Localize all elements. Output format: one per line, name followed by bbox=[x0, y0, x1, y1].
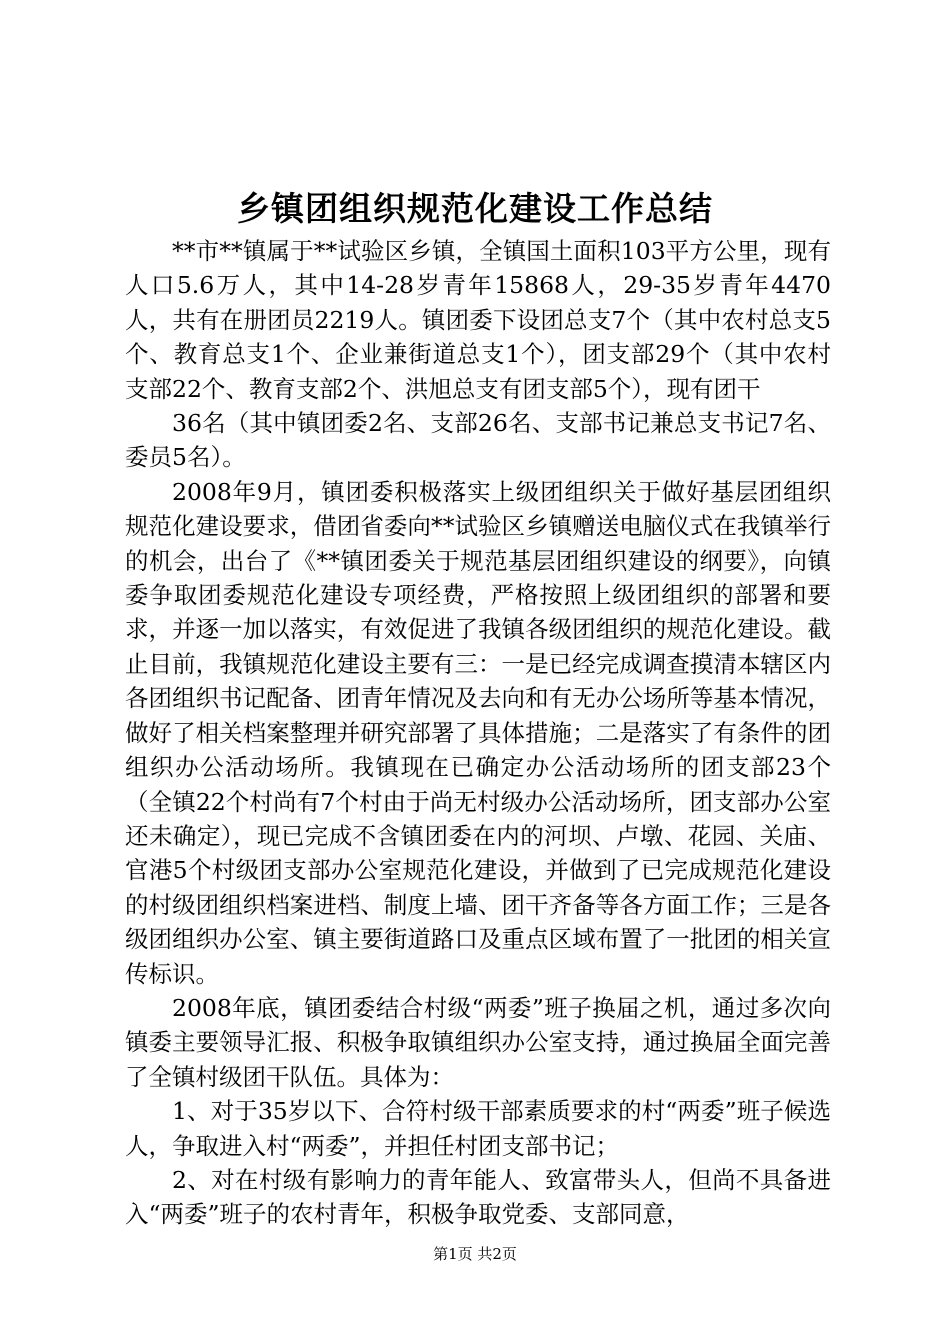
body-paragraph: **市**镇属于**试验区乡镇，全镇国土面积103平方公里，现有人口5.6万人，其中14-28岁青年15868人，29-35岁青年4470人，共有在册团员2219人。镇团委下设团总支7个（其中农村总支5个、教育总支1个、企业兼街道总支1个），团支部29个（其中农村支部22个、教育支部2个、洪旭总支有团支部5个），现有团干 bbox=[125, 237, 831, 403]
page-footer: 第1页 共2页 bbox=[433, 1245, 517, 1263]
document-body bbox=[125, 234, 831, 1232]
body-paragraph: 2、对在村级有影响力的青年能人、致富带头人，但尚不具备进入“两委”班子的农村青年，积极争取党委、支部同意， bbox=[125, 1165, 831, 1229]
document-title: 乡镇团组织规范化建设工作总结 bbox=[237, 189, 713, 228]
body-paragraph: 2008年9月，镇团委积极落实上级团组织关于做好基层团组织规范化建设要求，借团省委向**试验区乡镇赠送电脑仪式在我镇举行的机会，出台了《**镇团委关于规范基层团组织建设的纲要》，向镇委争取团委规范化建设专项经费，严格按照上级团组织的部署和要求，并逐一加以落实，有效促进了我镇各级团组织的规范化建设。截止目前，我镇规范化建设主要有三：一是已经完成调查摸清本辖区内各团组织书记配备、团青年情况及去向和有无办公场所等基本情况，做好了相关档案整理并研究部署了具体措施；二是落实了有条件的团组织办公活动场所。我镇现在已确定办公活动场所的团支部23个（全镇22个村尚有7个村由于尚无村级办公活动场所，团支部办公室还未确定），现已完成不含镇团委在内的河坝、卢墩、花园、关庙、官港5个村级团支部办公室规范化建设，并做到了已完成规范化建设的村级团组织档案进档、制度上墙、团干齐备等各方面工作；三是各级团组织办公室、镇主要街道路口及重点区域布置了一批团的相关宣传标识。 bbox=[125, 477, 831, 988]
body-paragraph: 36名（其中镇团委2名、支部26名、支部书记兼总支书记7名、委员5名）。 bbox=[125, 409, 831, 472]
body-paragraph: 2008年底，镇团委结合村级“两委”班子换届之机，通过多次向镇委主要领导汇报、积极争取镇组织办公室支持，通过换届全面完善了全镇村级团干队伍。具体为： bbox=[125, 993, 831, 1091]
body-paragraph: 1、对于35岁以下、合符村级干部素质要求的村“两委”班子候选人，争取进入村“两委”，并担任村团支部书记； bbox=[125, 1097, 831, 1160]
